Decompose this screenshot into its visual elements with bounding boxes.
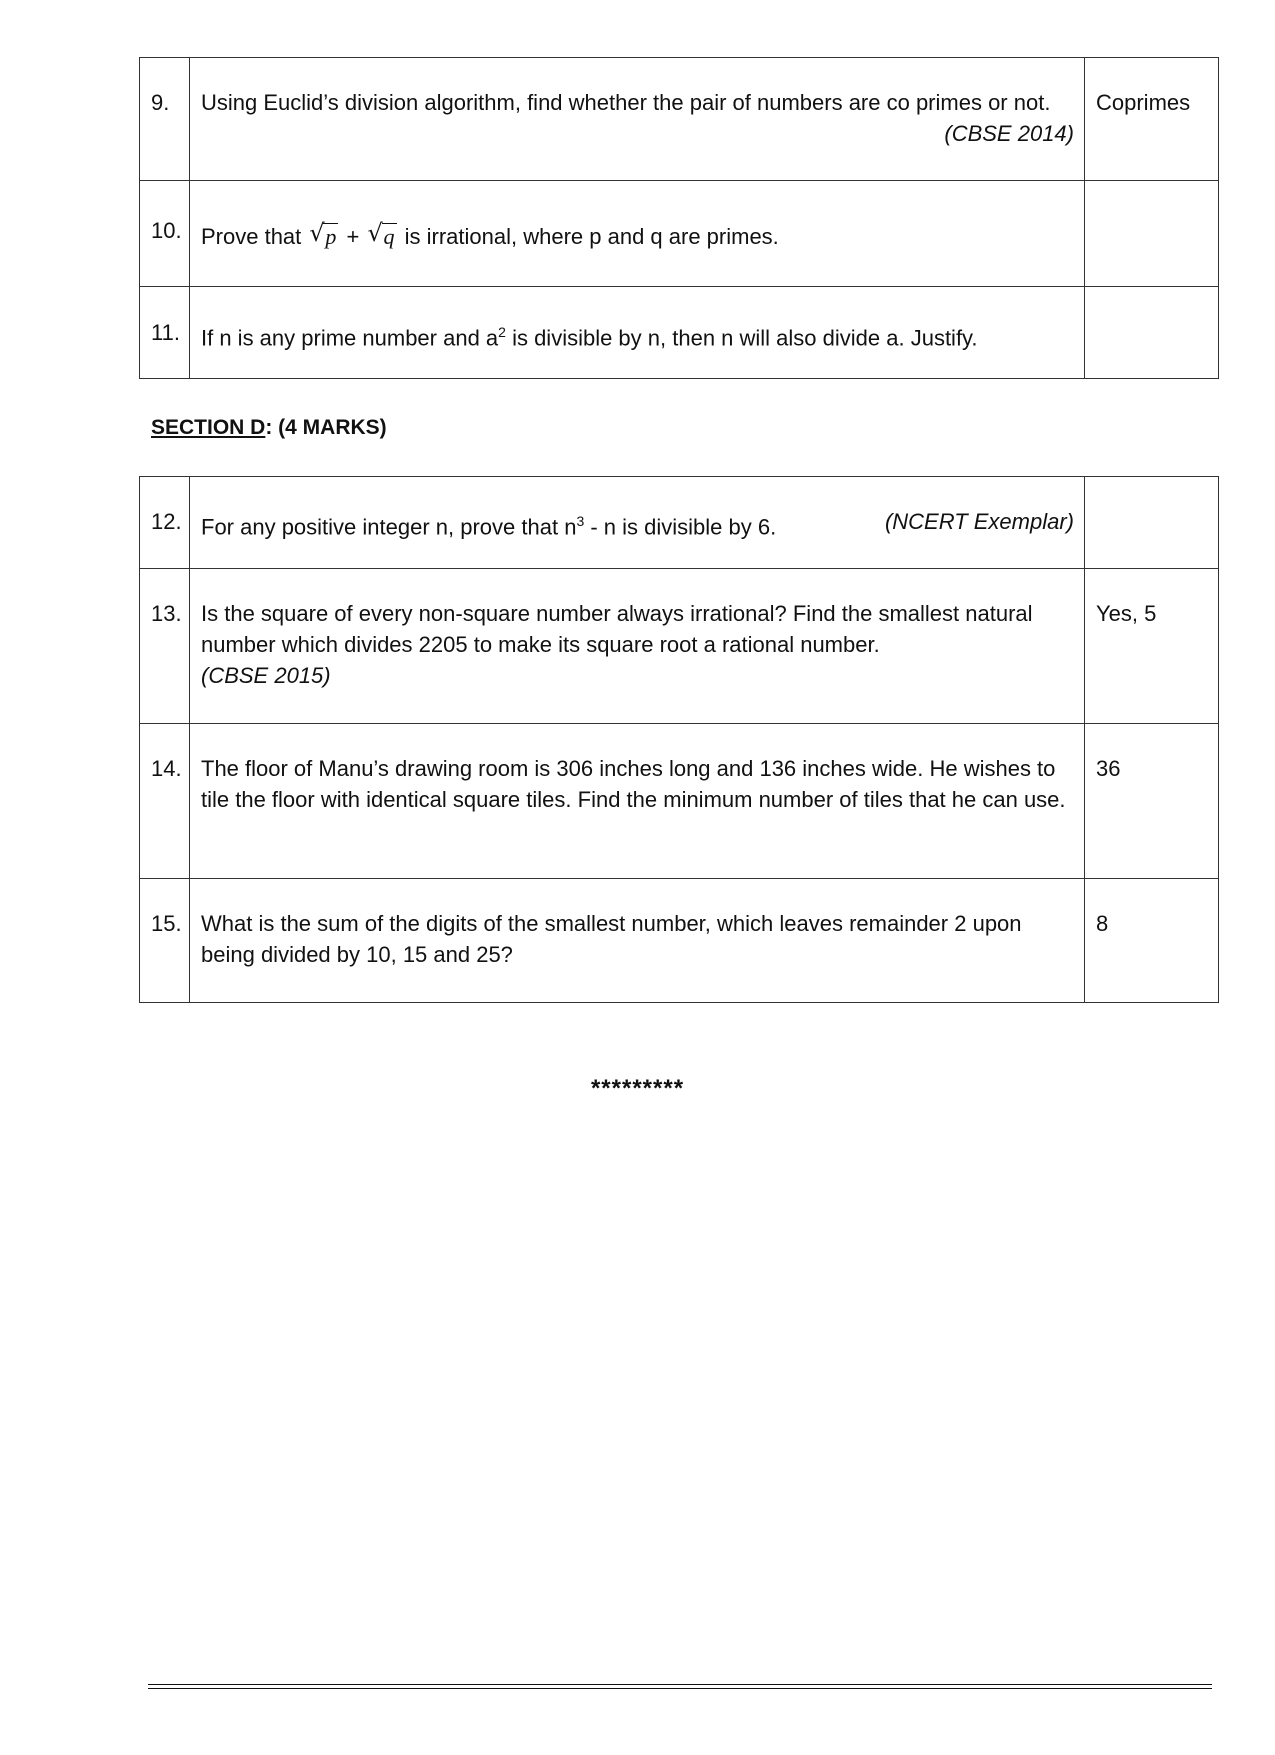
end-marker: *********	[590, 1075, 685, 1102]
answer-cell	[1085, 477, 1219, 569]
answer-cell: 8	[1085, 879, 1219, 1003]
section-marks: : (4 MARKS)	[265, 416, 387, 439]
question-number: 10.	[140, 181, 190, 287]
question-text	[190, 477, 1085, 569]
table-row	[140, 724, 1219, 879]
answer-cell: Coprimes	[1085, 58, 1219, 181]
section-label: SECTION D	[151, 416, 266, 439]
question-table-2	[139, 476, 1219, 1003]
answer-cell	[1085, 181, 1219, 287]
table-row	[140, 879, 1219, 1003]
question-number: 13.	[140, 569, 190, 724]
question-number: 9.	[140, 58, 190, 181]
table-row	[140, 181, 1219, 287]
question-number: 14.	[140, 724, 190, 879]
question-body: Using Euclid’s division algorithm, find whether the pair of numbers are co primes or not.	[201, 90, 1051, 115]
question-text	[190, 58, 1085, 181]
superscript: 2	[498, 324, 506, 340]
question-text	[190, 287, 1085, 379]
question-number: 11.	[140, 287, 190, 379]
question-text-after: is irrational, where p and q are primes.	[404, 224, 779, 249]
question-text-after: is divisible by n, then n will also divide a. Justify.	[505, 325, 978, 351]
question-source: (CBSE 2015)	[201, 663, 331, 688]
table-row	[140, 58, 1219, 181]
table-row	[140, 477, 1219, 569]
question-text-after: - n is divisible by 6.	[584, 514, 777, 540]
question-text-before: For any positive integer n, prove that n	[201, 514, 577, 540]
question-text	[190, 569, 1085, 724]
square-root-p: √ p	[309, 219, 337, 249]
math-var-q: q	[383, 224, 395, 249]
answer-cell: Yes, 5	[1085, 569, 1219, 724]
question-text	[190, 181, 1085, 287]
question-table-1	[139, 57, 1219, 379]
question-text: What is the sum of the digits of the smallest number, which leaves remainder 2 upon being divided by 10, 15 and 25?	[190, 879, 1085, 1003]
table-row	[140, 287, 1219, 379]
question-body: Is the square of every non-square number always irrational? Find the smallest natural number which divides 2205 to make its square root a rational number.	[201, 601, 1033, 657]
question-source: (CBSE 2014)	[944, 121, 1074, 146]
question-text: The floor of Manu’s drawing room is 306 inches long and 136 inches wide. He wishes to tile the floor with identical square tiles. Find the minimum number of tiles that he can use.	[190, 724, 1085, 879]
question-text-before: If n is any prime number and a	[201, 325, 499, 351]
answer-cell: 36	[1085, 724, 1219, 879]
math-var-p: p	[325, 224, 337, 249]
superscript: 3	[576, 513, 585, 529]
math-plus: +	[346, 224, 360, 249]
question-source: (NCERT Exemplar)	[884, 509, 1074, 534]
square-root-q: √ q	[367, 219, 395, 249]
section-d-heading	[151, 416, 387, 440]
footer-double-rule	[148, 1684, 1212, 1689]
table-row	[140, 569, 1219, 724]
answer-cell	[1085, 287, 1219, 379]
question-text-before: Prove that	[201, 224, 308, 249]
question-number: 15.	[140, 879, 190, 1003]
question-number: 12.	[140, 477, 190, 569]
